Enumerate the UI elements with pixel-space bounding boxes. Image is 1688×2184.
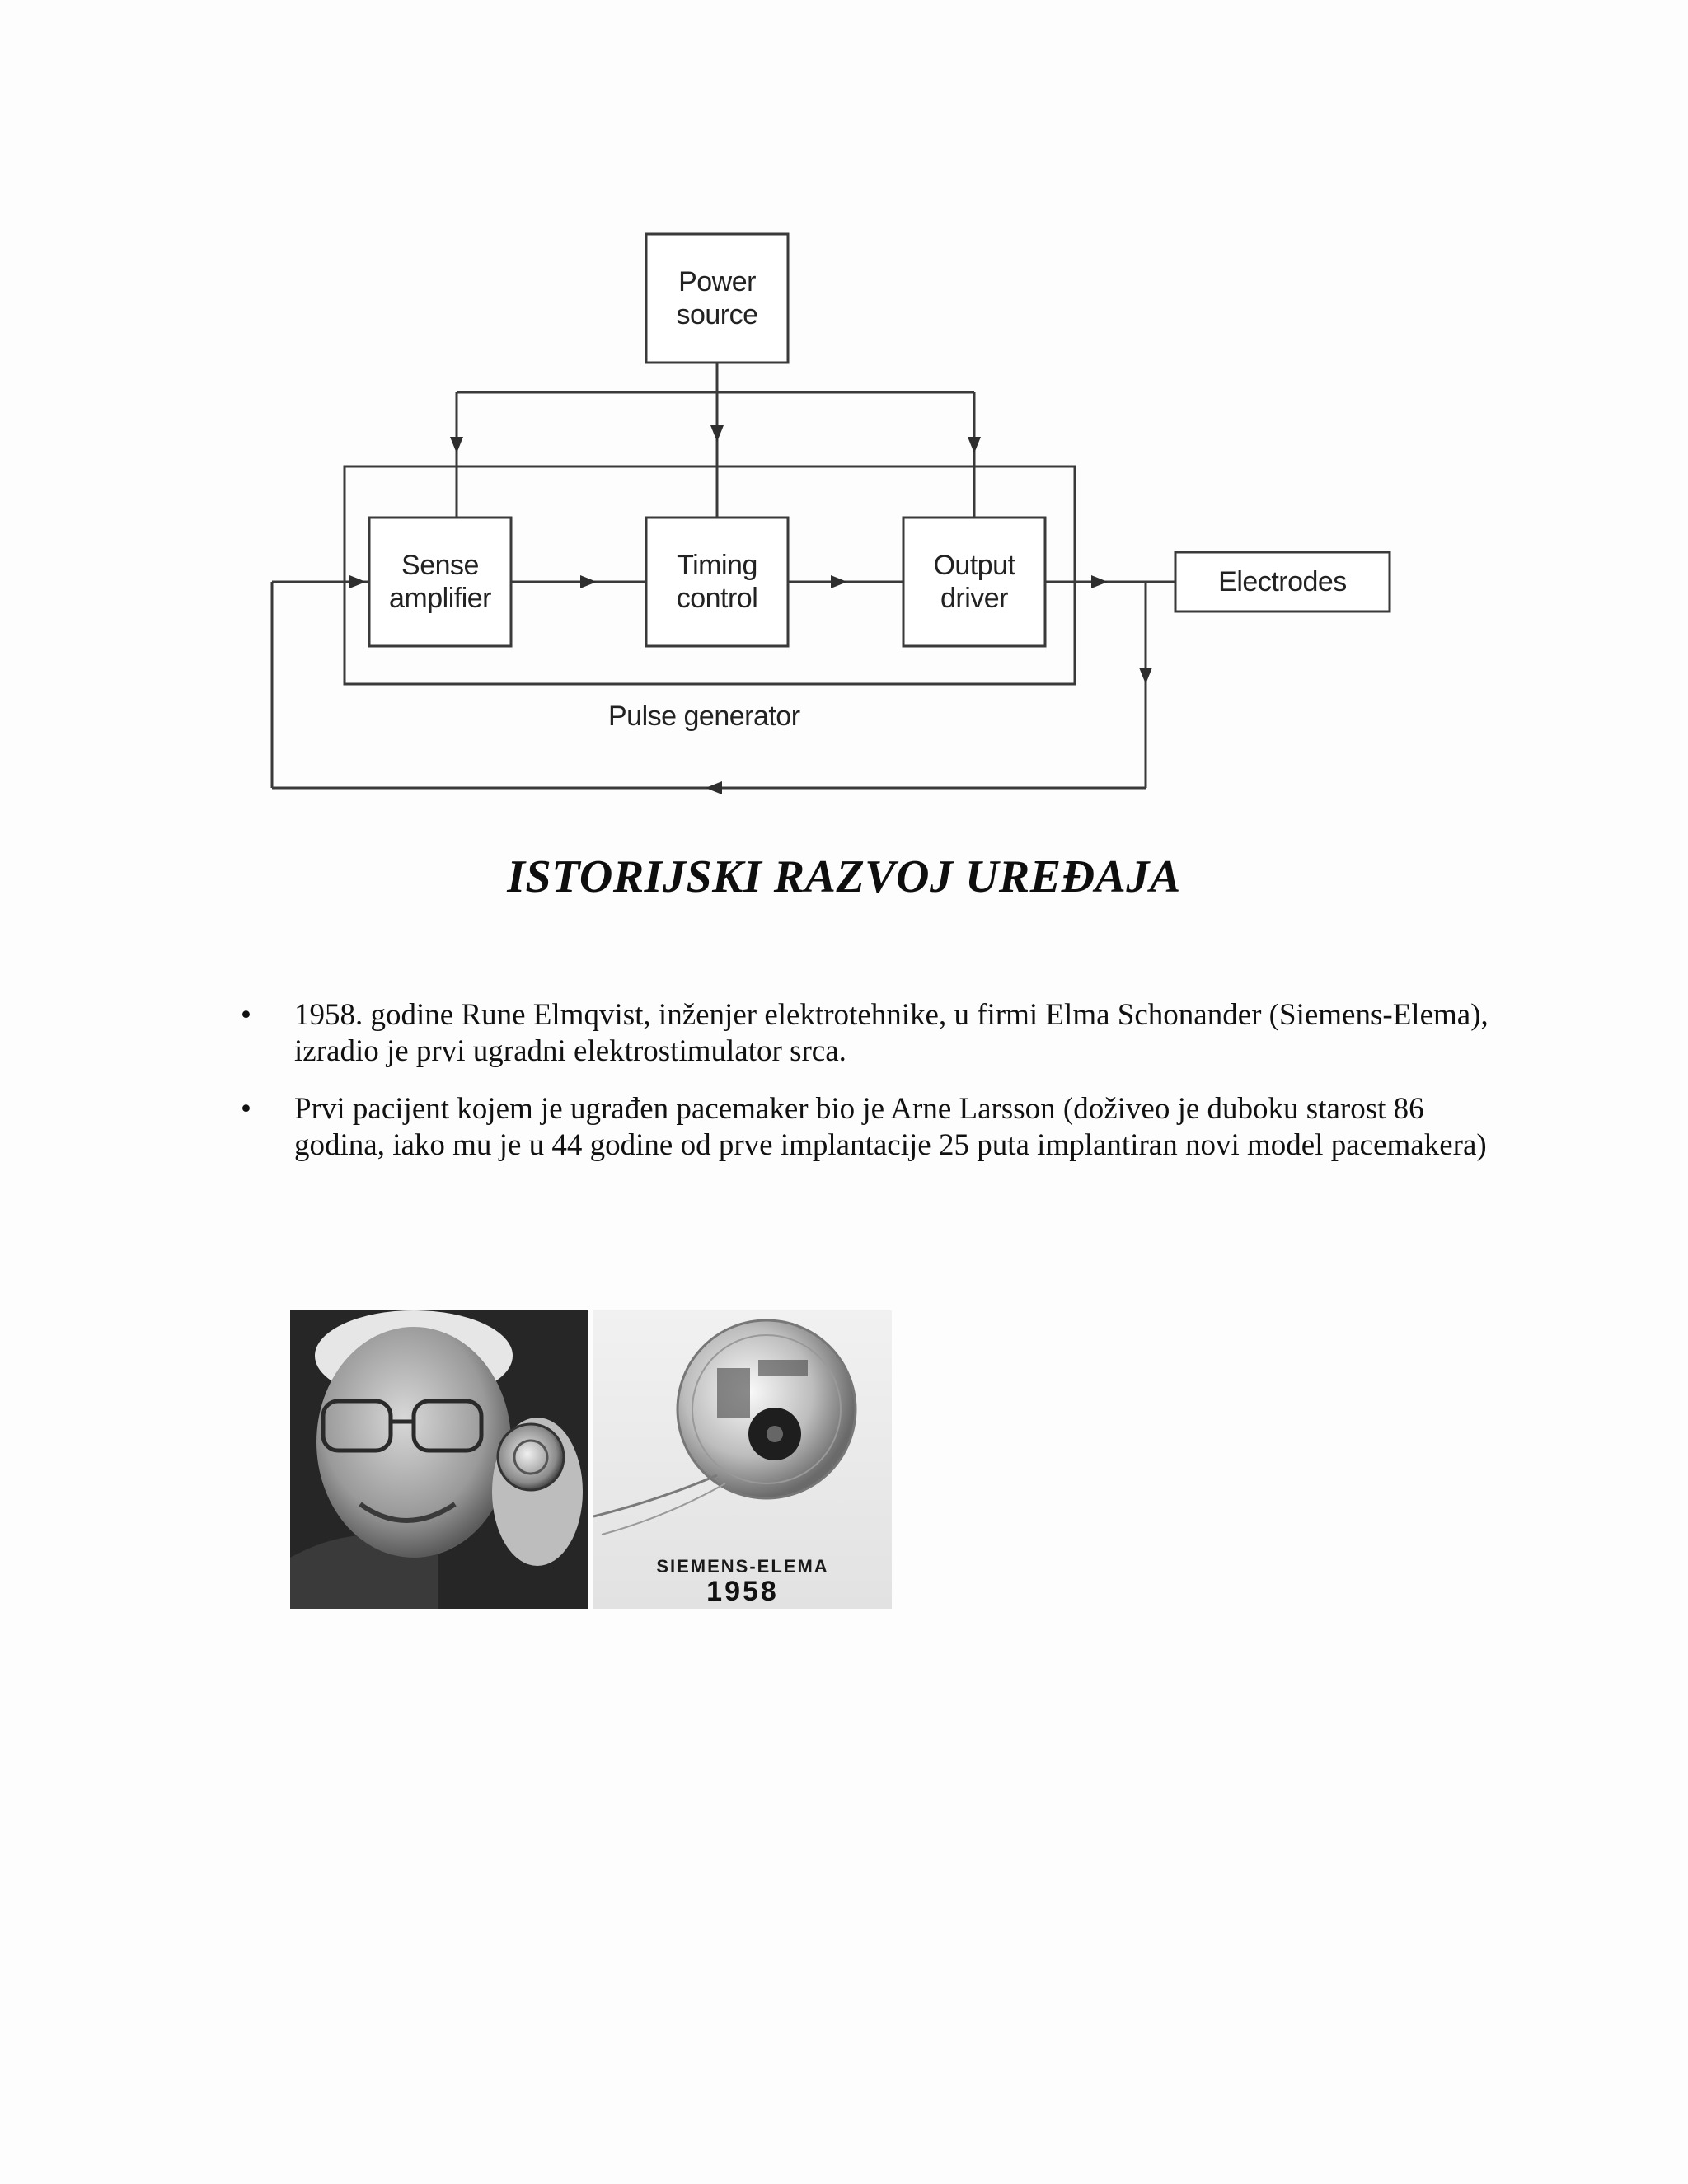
portrait-illustration bbox=[290, 1310, 588, 1609]
bullet-text: 1958. godine Rune Elmqvist, inženjer elektrotehnike, u firmi Elma Schonander (Siemens-Elema), izradio je prvi ugradni elektrostimulator srca. bbox=[294, 998, 1489, 1068]
electrodes-label: Electrodes bbox=[1218, 566, 1347, 598]
elmqvist-portrait-photo bbox=[290, 1310, 588, 1609]
device-brand-caption: SIEMENS-ELEMA bbox=[656, 1556, 829, 1577]
pacemaker-block-diagram bbox=[198, 206, 1409, 808]
arrow-feedback-return bbox=[706, 781, 722, 794]
arrow-sense-to-timing bbox=[580, 575, 597, 588]
bullet-item bbox=[241, 997, 1502, 1070]
bullet-marker: • bbox=[241, 1092, 251, 1126]
power-source-label: Power source bbox=[676, 266, 758, 330]
section-heading: ISTORIJSKI RAZVOJ UREĐAJA bbox=[507, 851, 1181, 902]
output-driver-label: Output driver bbox=[933, 550, 1015, 614]
diagram-wiring bbox=[198, 206, 1409, 808]
arrow-power-center bbox=[710, 425, 724, 442]
timing-control-label: Timing control bbox=[676, 550, 758, 614]
arrow-timing-to-output bbox=[831, 575, 847, 588]
arrow-feedback-down bbox=[1139, 668, 1152, 684]
arrow-power-right bbox=[968, 437, 981, 453]
siemens-elema-pacemaker-photo bbox=[593, 1310, 892, 1609]
sense-amplifier-label: Sense amplifier bbox=[389, 550, 491, 614]
arrow-power-left bbox=[450, 437, 463, 453]
device-year-caption: 1958 bbox=[706, 1576, 779, 1607]
history-bullet-list bbox=[241, 997, 1502, 1185]
bullet-marker: • bbox=[241, 998, 251, 1032]
arrow-output-to-electrodes bbox=[1091, 575, 1108, 588]
arrow-feedback-into-sense bbox=[349, 575, 366, 588]
bullet-text: Prvi pacijent kojem je ugrađen pacemaker bio je Arne Larsson (doživeo je duboku starost 86 godina, iako mu je u 44 godine od prve implantacije 25 puta implantiran novi model pacemakera) bbox=[294, 1092, 1487, 1162]
bullet-item bbox=[241, 1091, 1502, 1164]
pulse-generator-label: Pulse generator bbox=[608, 701, 800, 732]
